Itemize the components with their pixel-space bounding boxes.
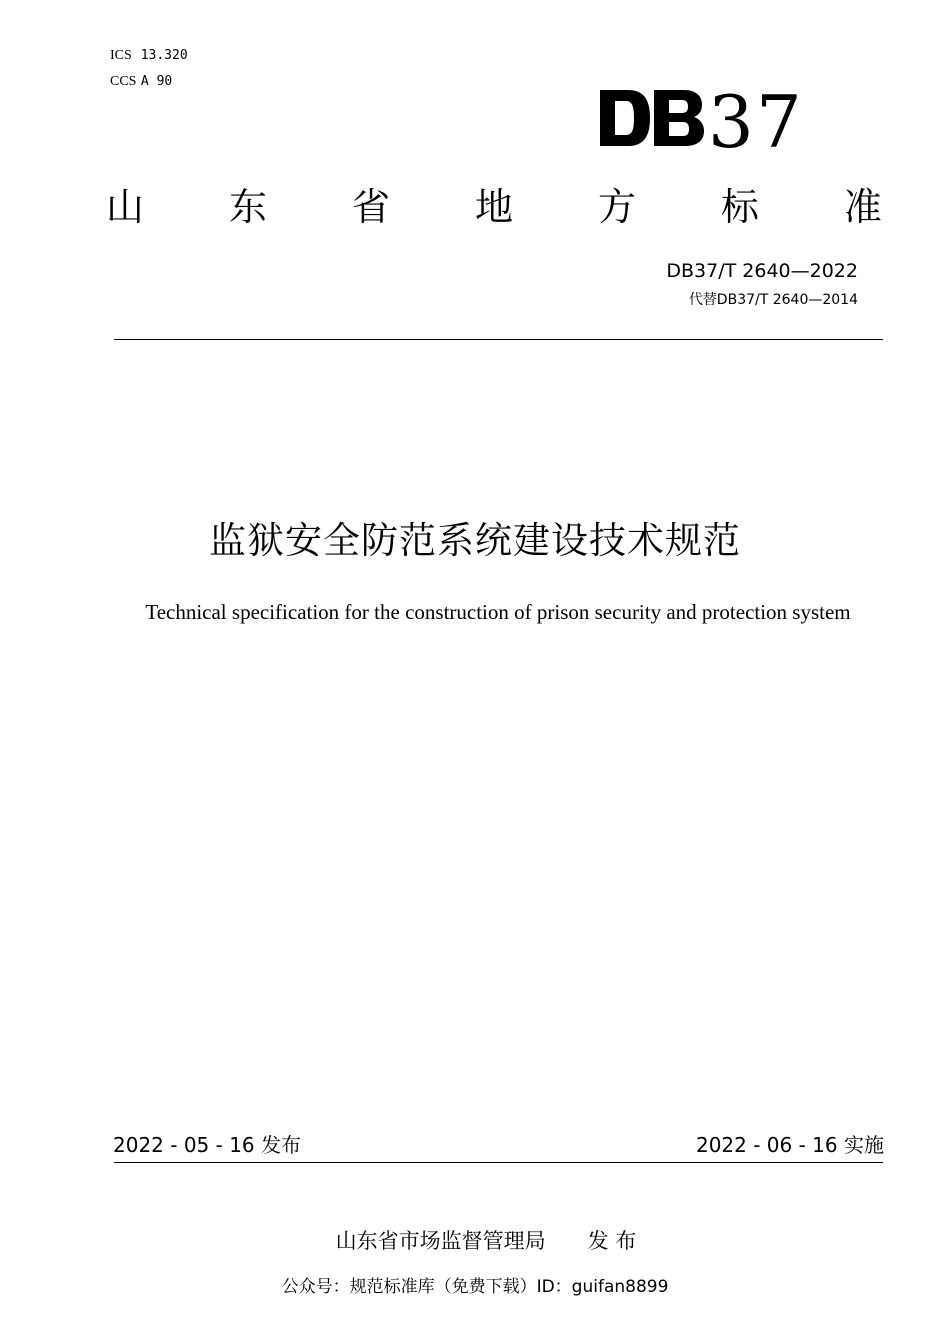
- ics-code: 13.320: [140, 48, 188, 63]
- standard-type-char: 东: [228, 185, 267, 229]
- standard-number: DB37/T 2640—2022: [666, 260, 858, 282]
- document-title-chinese: 监狱安全防范系统建设技术规范: [209, 519, 741, 562]
- standard-type-char: 地: [474, 185, 513, 229]
- implementation-date: 2022 - 06 - 16 实施: [695, 1133, 884, 1157]
- standard-type-char: 准: [843, 185, 882, 229]
- ics-label: ICS: [110, 48, 132, 63]
- standard-type-char: 方: [597, 185, 636, 229]
- footer-divider: [114, 1162, 883, 1163]
- ccs-code: A 90: [140, 74, 173, 89]
- footer-note: 公众号：规范标准库（免费下载）ID：guifan8899: [281, 1277, 669, 1297]
- standard-type-char: 省: [351, 185, 390, 229]
- ccs-label: CCS: [110, 74, 137, 89]
- db37-logo: [598, 86, 810, 152]
- logo-digit-7: 7: [756, 86, 802, 152]
- standard-type-char: 标: [720, 185, 759, 229]
- issuing-authority: 山东省市场监督管理局 发 布: [335, 1229, 637, 1253]
- logo-digit-3: 3: [708, 86, 754, 152]
- ccs-classification: [110, 72, 172, 91]
- issue-date: 2022 - 05 - 16 发布: [113, 1133, 302, 1157]
- standard-type-char: 山: [106, 185, 145, 229]
- replaces-standard: 代替DB37/T 2640—2014: [688, 292, 858, 308]
- ics-classification: [110, 46, 188, 65]
- header-divider: [114, 339, 883, 340]
- standard-type: [106, 184, 882, 230]
- document-title-english: Technical specification for the construction of prison security and protection system: [145, 600, 851, 624]
